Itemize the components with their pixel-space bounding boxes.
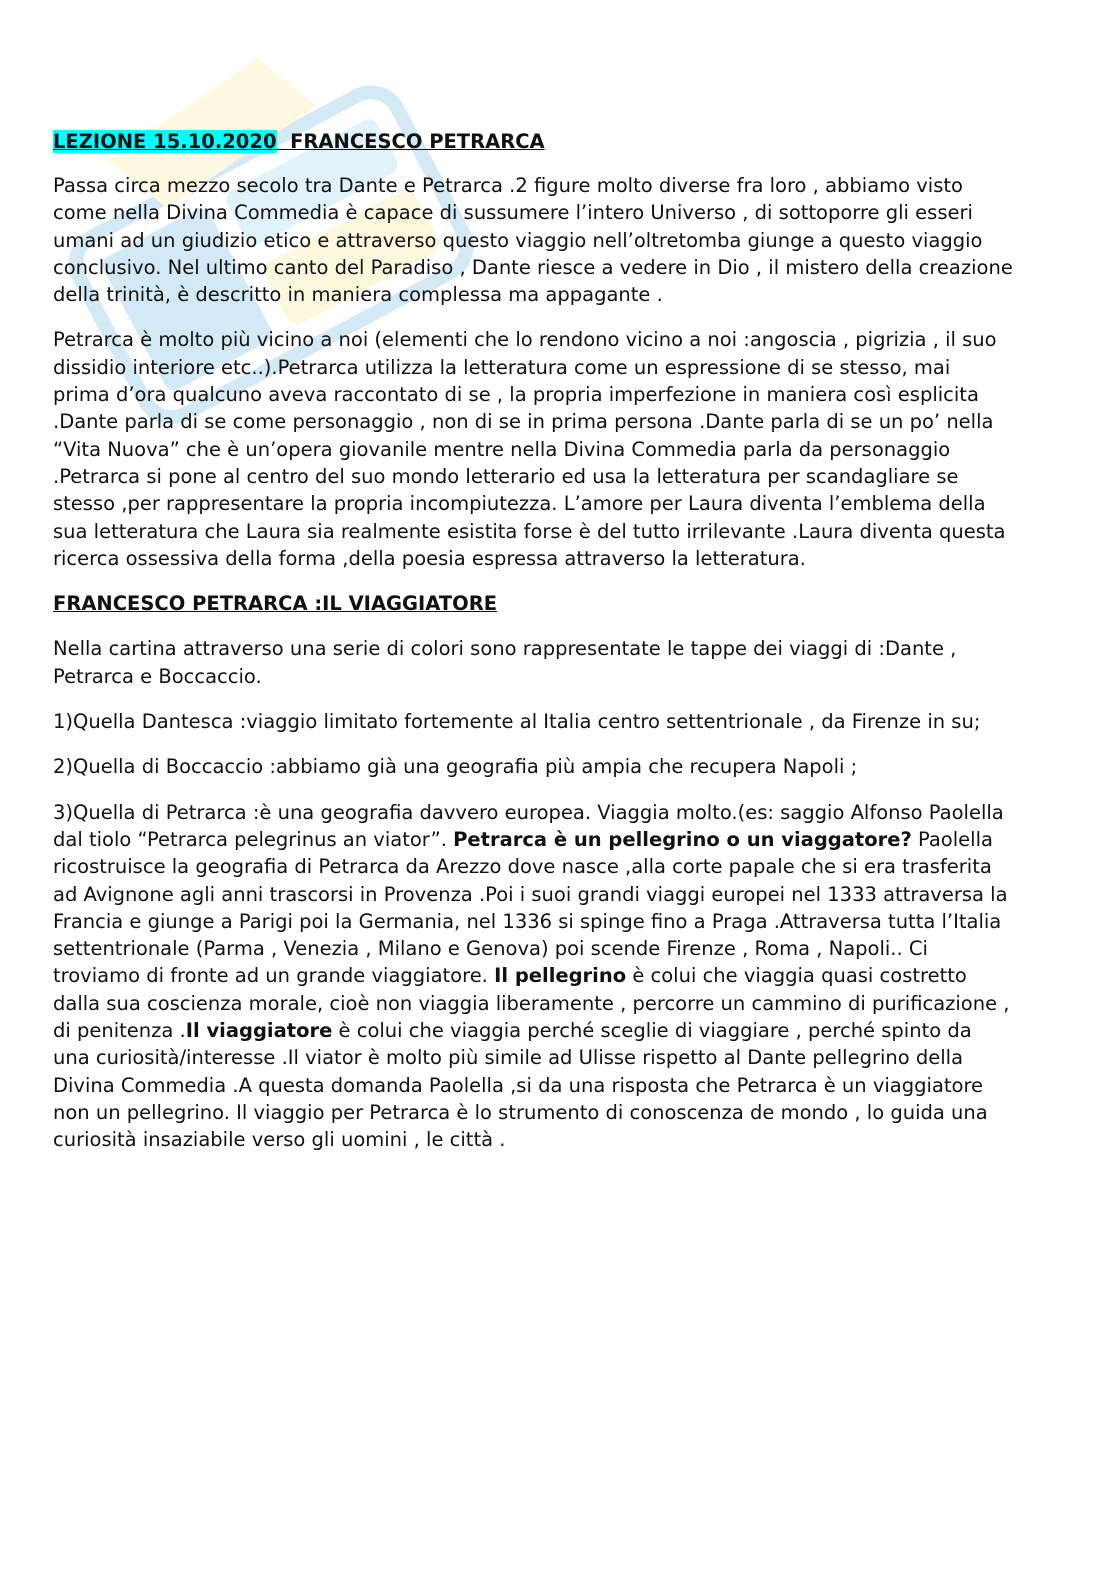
document-body bbox=[53, 128, 1013, 1172]
item3-text-g: è colui che viaggia perché sceglie di viaggiare , perché spinto da una curiosità/interesse .Il viator è molto più simile ad Ulisse rispetto al Dante pellegrino della Divina Commedia .A questa domanda Paolella ,si da una risposta che Petrarca è un viaggiatore non un pellegrino. Il viaggio per Petrarca è lo strumento di conoscenza de mondo , lo guida una curiosità insaziabile verso gli uomini , le città . bbox=[53, 1019, 988, 1152]
lesson-subject: FRANCESCO PETRARCA bbox=[290, 130, 545, 153]
list-item-petrarca bbox=[53, 799, 1013, 1154]
item3-bold-pellegrino: Il pellegrino bbox=[494, 964, 627, 988]
list-item-dante: 1)Quella Dantesca :viaggio limitato fortemente al Italia centro settentrionale , da Firenze in su; bbox=[53, 710, 981, 734]
paragraph-map-intro: Nella cartina attraverso una serie di colori sono rappresentate le tappe dei viaggi di :Dante , Petrarca e Boccaccio. bbox=[53, 637, 957, 688]
page-title bbox=[53, 128, 1013, 155]
item3-bold-viaggiatore: Il viaggiatore bbox=[185, 1019, 333, 1043]
item3-text-a: 3)Quella di Petrarca :è una geografia davvero europea. Viaggia molto.(es: saggio Alfonso Paolella dal tiolo “Petrarca pelegrinus an viator”. bbox=[53, 800, 1004, 851]
list-item-boccaccio: 2)Quella di Boccaccio :abbiamo già una geografia più ampia che recupera Napoli ; bbox=[53, 755, 858, 779]
item3-text-e: è colui che viaggia quasi costretto dalla sua coscienza morale, cioè non viaggia liberamente , percorre un cammino di purificazione , di penitenza . bbox=[53, 964, 1010, 1043]
section-title: FRANCESCO PETRARCA :IL VIAGGIATORE bbox=[53, 592, 498, 616]
item3-bold-question: Petrarca è un pellegrino o un viaggatore? bbox=[453, 827, 912, 851]
paragraph-intro: Passa circa mezzo secolo tra Dante e Petrarca .2 figure molto diverse fra loro , abbiamo visto come nella Divina Commedia è capace di sussumere l’intero Universo , di sottoporre gli esseri umani ad un giudizio etico e attraverso questo viaggio nell’oltretomba giunge a questo viaggio conclusivo. Nel ultimo canto del Paradiso , Dante riesce a vedere in Dio , il mistero della creazione della trinità, è descritto in maniera complessa ma appagante . bbox=[53, 174, 1013, 307]
lesson-date: LEZIONE 15.10.2020 bbox=[53, 130, 277, 153]
item3-text-c: Paolella ricostruisce la geografia di Petrarca da Arezzo dove nasce ,alla corte papale che si era trasferita ad Avignone agli anni trascorsi in Provenza .Poi i suoi grandi viaggi europei nel 1333 attraversa la Francia e giunge a Parigi poi la Germania, nel 1336 si spinge fino a Praga .Attraversa tutta l’Italia settentrionale (Parma , Venezia , Milano e Genova) poi scende Firenze , Roma , Napoli.. Ci troviamo di fronte ad un grande viaggiatore. bbox=[53, 827, 1008, 988]
paragraph-petrarca: Petrarca è molto più vicino a noi (elementi che lo rendono vicino a noi :angoscia , pigrizia , il suo dissidio interiore etc..).Petrarca utilizza la letteratura come un espressione di se stesso, mai prima d’ora qualcuno aveva raccontato di se , la propria imperfezione in maniera così esplicita .Dante parla di se come personaggio , non di se in prima persona .Dante parla di se un po’ nella “Vita Nuova” che è un’opera giovanile mentre nella Divina Commedia parla da personaggio .Petrarca si pone al centro del suo mondo letterario ed usa la letteratura per scandagliare se stesso ,per rappresentare la propria incompiutezza. L’amore per Laura diventa l’emblema della sua letteratura che Laura sia realmente esistita forse è del tutto irrilevante .Laura diventa questa ricerca ossessiva della forma ,della poesia espressa attraverso la letteratura. bbox=[53, 328, 1006, 570]
